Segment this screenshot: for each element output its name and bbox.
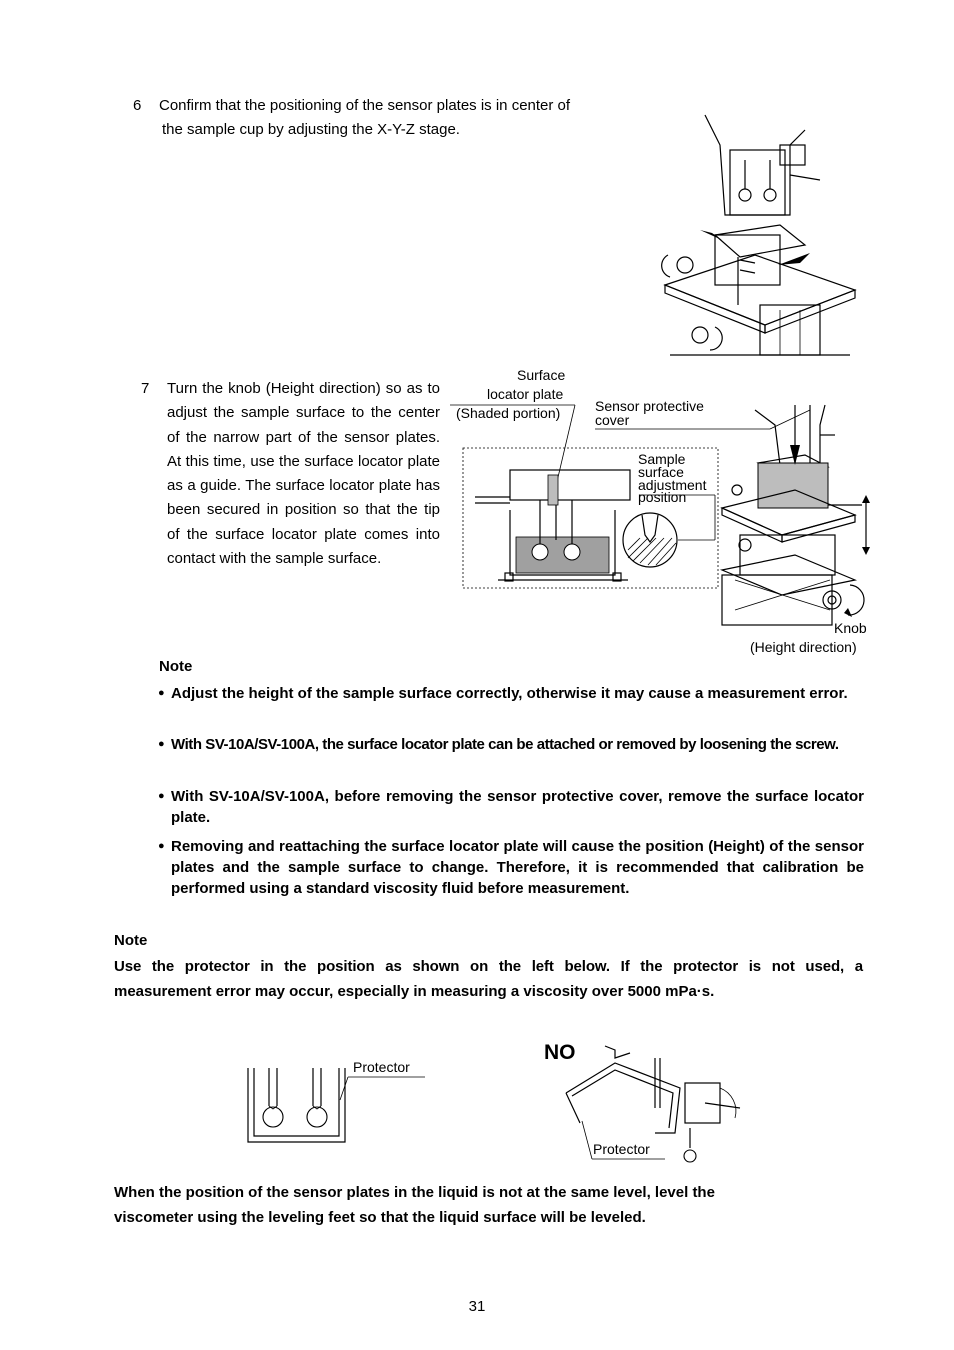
note1-item-2-text: With SV-10A/SV-100A, the surface locator plate can be attached or removed by loosening the screw.: [171, 736, 839, 753]
note2-heading: Note: [114, 932, 148, 949]
xyz-stage-illustration: [660, 105, 860, 360]
label-knob-2: (Height direction): [750, 639, 857, 655]
protector-correct-illustration: [240, 1060, 430, 1150]
bullet-icon: ●: [158, 738, 165, 750]
label-surface-locator-2: locator plate: [487, 386, 564, 402]
label-sample-surface-4: position: [638, 489, 687, 505]
page-number: 31: [468, 1298, 486, 1315]
step6-text-line1: Confirm that the positioning of the sensor plates is in center of: [159, 97, 571, 114]
bullet-icon: ●: [158, 840, 165, 852]
note1-item-4: [158, 836, 864, 899]
note1-item-1: [158, 683, 864, 704]
step6-text-line2: the sample cup by adjusting the X-Y-Z stage.: [162, 121, 460, 138]
note1-item-3: [158, 786, 864, 828]
note1-item-4-text: Removing and reattaching the surface locator plate will cause the position (Height) of the sensor plates and the sample surface to change. Therefore, it is recommended that calibration be performed using a standard viscosity fluid before measurement.: [171, 838, 864, 897]
note2-text-line2: measurement error may occur, especially in measuring a viscosity over 5000 mPa·s.: [114, 983, 715, 1000]
step7-text: Turn the knob (Height direction) so as to adjust the sample surface to the center of the narrow part of the sensor plates. At this time, use the surface locator plate as a guide. The surface locator plate has been secured in position so that the tip of the surface locator plate comes into contact with the sample surface.: [167, 380, 440, 568]
note1-item-1-text: Adjust the height of the sample surface correctly, otherwise it may cause a measurement error.: [171, 685, 848, 702]
label-surface-locator-3: (Shaded portion): [456, 405, 561, 421]
height-adjust-illustration: [450, 395, 875, 635]
leveling-text-line1: When the position of the sensor plates in the liquid is not at the same level, level the: [114, 1184, 715, 1201]
protector-incorrect-illustration: [560, 1038, 750, 1163]
label-sensor-cover-1: Sensor protective: [595, 398, 704, 414]
note1-heading: Note: [159, 658, 193, 675]
label-knob-1: Knob: [834, 620, 867, 636]
label-sample-surface-1: Sample: [638, 451, 686, 467]
label-sensor-cover-2: cover: [595, 412, 630, 428]
label-sample-surface-2: surface: [638, 464, 684, 480]
note1-item-2: [158, 734, 871, 755]
label-surface-locator-1: Surface: [517, 367, 566, 383]
note2-text-line1: Use the protector in the position as shown on the left below. If the protector is not used, a: [114, 958, 863, 975]
no-label: NO: [544, 1041, 576, 1064]
bullet-icon: ●: [158, 687, 165, 699]
leveling-text-line2: viscometer using the leveling feet so that the liquid surface will be leveled.: [114, 1209, 646, 1226]
step6-number: 6: [133, 97, 142, 114]
protector-label-left: Protector: [353, 1059, 410, 1075]
bullet-icon: ●: [158, 790, 165, 802]
label-sample-surface-3: adjustment: [638, 477, 707, 493]
note1-item-3-text: With SV-10A/SV-100A, before removing the sensor protective cover, remove the surface locator plate.: [171, 788, 864, 826]
protector-label-right: Protector: [593, 1141, 650, 1157]
step7-number: 7: [141, 380, 150, 397]
